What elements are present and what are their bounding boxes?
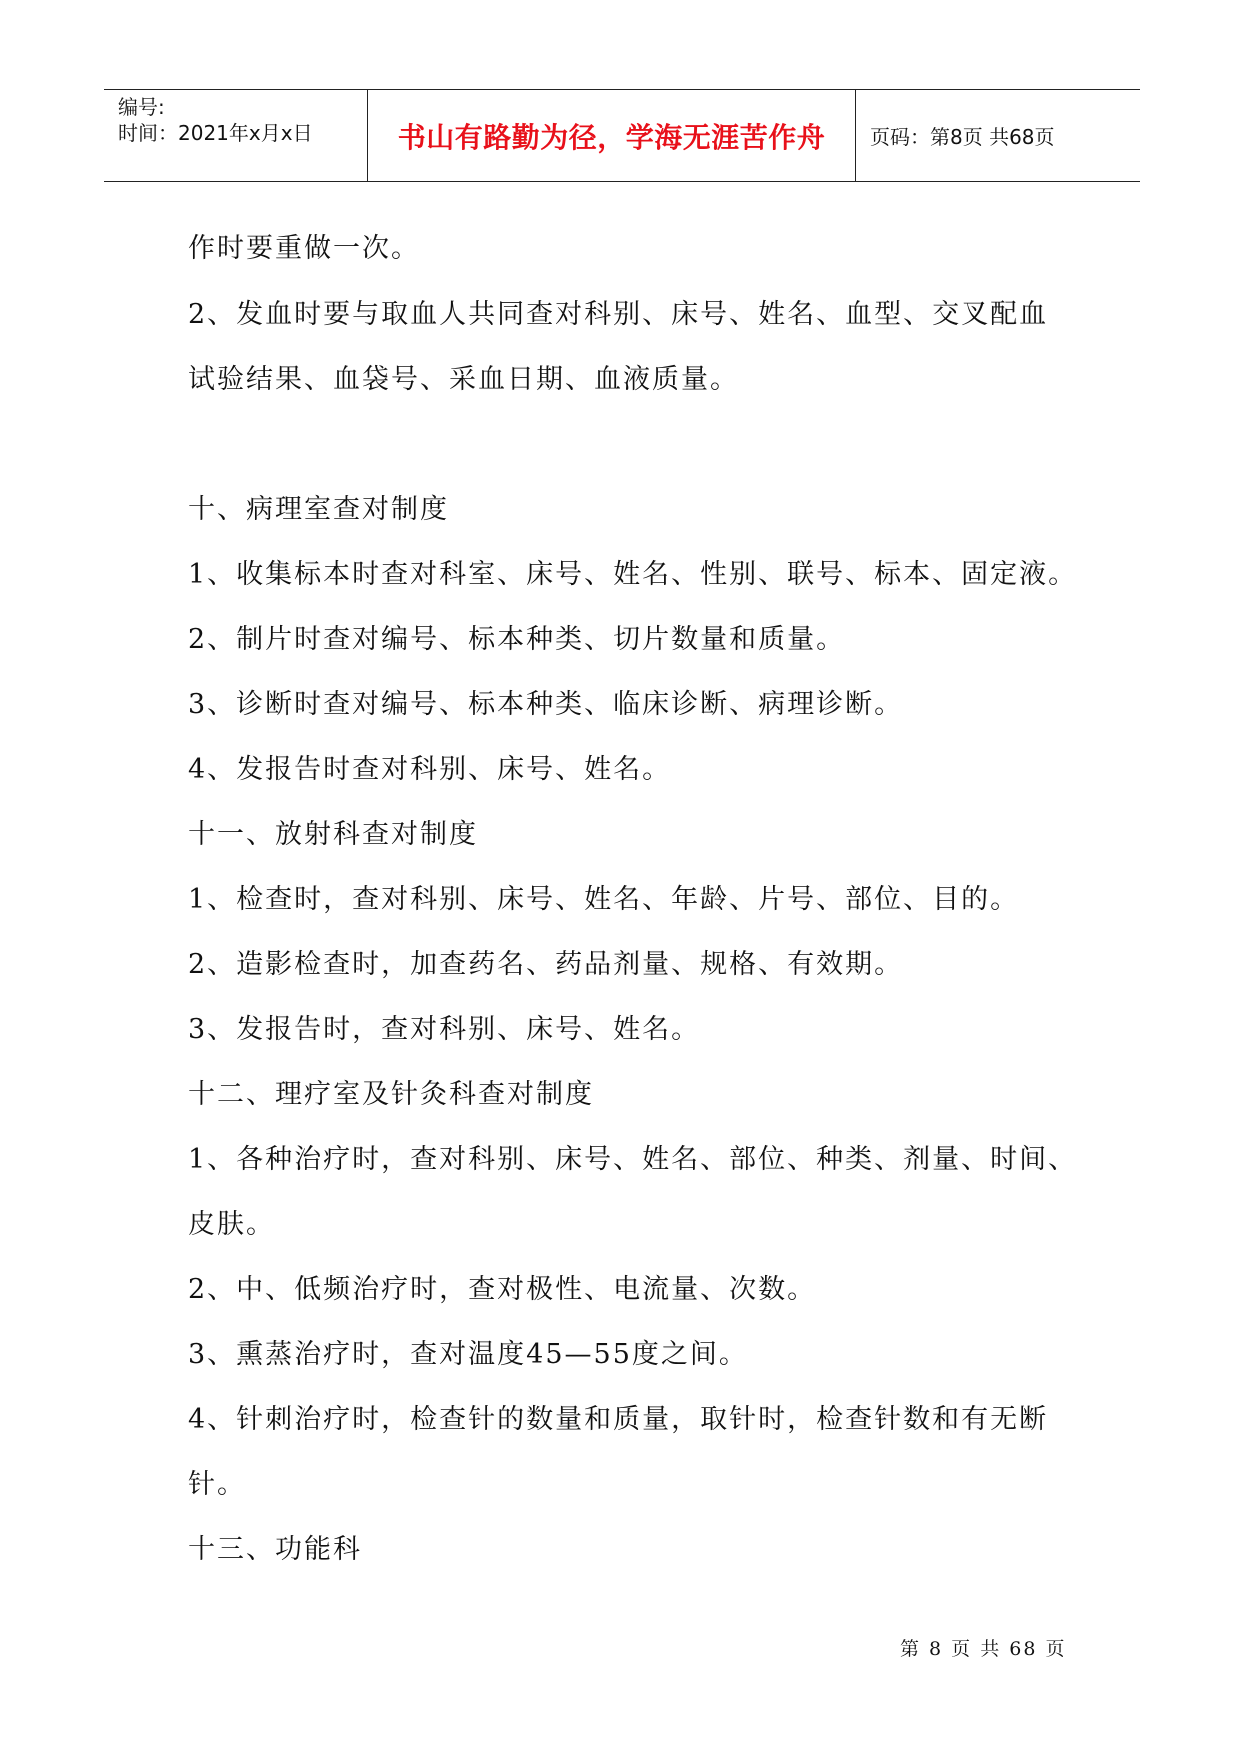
text-line: 1、检查时，查对科别、床号、姓名、年龄、片号、部位、目的。 (188, 884, 1020, 915)
text-line: 3、熏蒸治疗时，查对温度45—55度之间。 (188, 1339, 748, 1370)
text-line: 2、造影检查时，加查药名、药品剂量、规格、有效期。 (188, 949, 904, 980)
text-line: 3、发报告时，查对科别、床号、姓名。 (188, 1014, 701, 1045)
page-header (104, 89, 1140, 182)
text-line: 试验结果、血袋号、采血日期、血液质量。 (188, 364, 739, 395)
text-line: 2、制片时查对编号、标本种类、切片数量和质量。 (188, 624, 846, 655)
text-line: 4、发报告时查对科别、床号、姓名。 (188, 754, 672, 785)
page-footer: 第 8 页 共 68 页 (900, 1638, 1067, 1660)
page-info-text: 页码：第8页 共68页 (870, 125, 1055, 149)
text-line: 3、诊断时查对编号、标本种类、临床诊断、病理诊断。 (188, 689, 904, 720)
header-meta (104, 90, 368, 181)
text-line: 4、针刺治疗时，检查针的数量和质量，取针时，检查针数和有无断 (188, 1404, 1049, 1435)
time-label: 时间：2021年x月x日 (118, 121, 313, 145)
text-line: 2、发血时要与取血人共同查对科别、床号、姓名、血型、交叉配血 (188, 299, 1049, 330)
text-line: 作时要重做一次。 (188, 233, 420, 264)
text-line: 针。 (188, 1469, 246, 1500)
text-line: 1、收集标本时查对科室、床号、姓名、性别、联号、标本、固定液。 (188, 559, 1078, 590)
section-heading: 十三、功能科 (188, 1534, 362, 1565)
section-heading: 十二、理疗室及针灸科查对制度 (188, 1079, 594, 1110)
number-label: 编号: (118, 95, 165, 119)
motto-text: 书山有路勤为径，学海无涯苦作舟 (397, 120, 826, 154)
text-line: 2、中、低频治疗时，查对极性、电流量、次数。 (188, 1274, 817, 1305)
text-line: 皮肤。 (188, 1209, 275, 1240)
section-heading: 十、病理室查对制度 (188, 494, 449, 525)
header-page-info (856, 90, 1140, 181)
header-motto-cell (368, 90, 856, 181)
text-line: 1、各种治疗时，查对科别、床号、姓名、部位、种类、剂量、时间、 (188, 1144, 1078, 1175)
section-heading: 十一、放射科查对制度 (188, 819, 478, 850)
